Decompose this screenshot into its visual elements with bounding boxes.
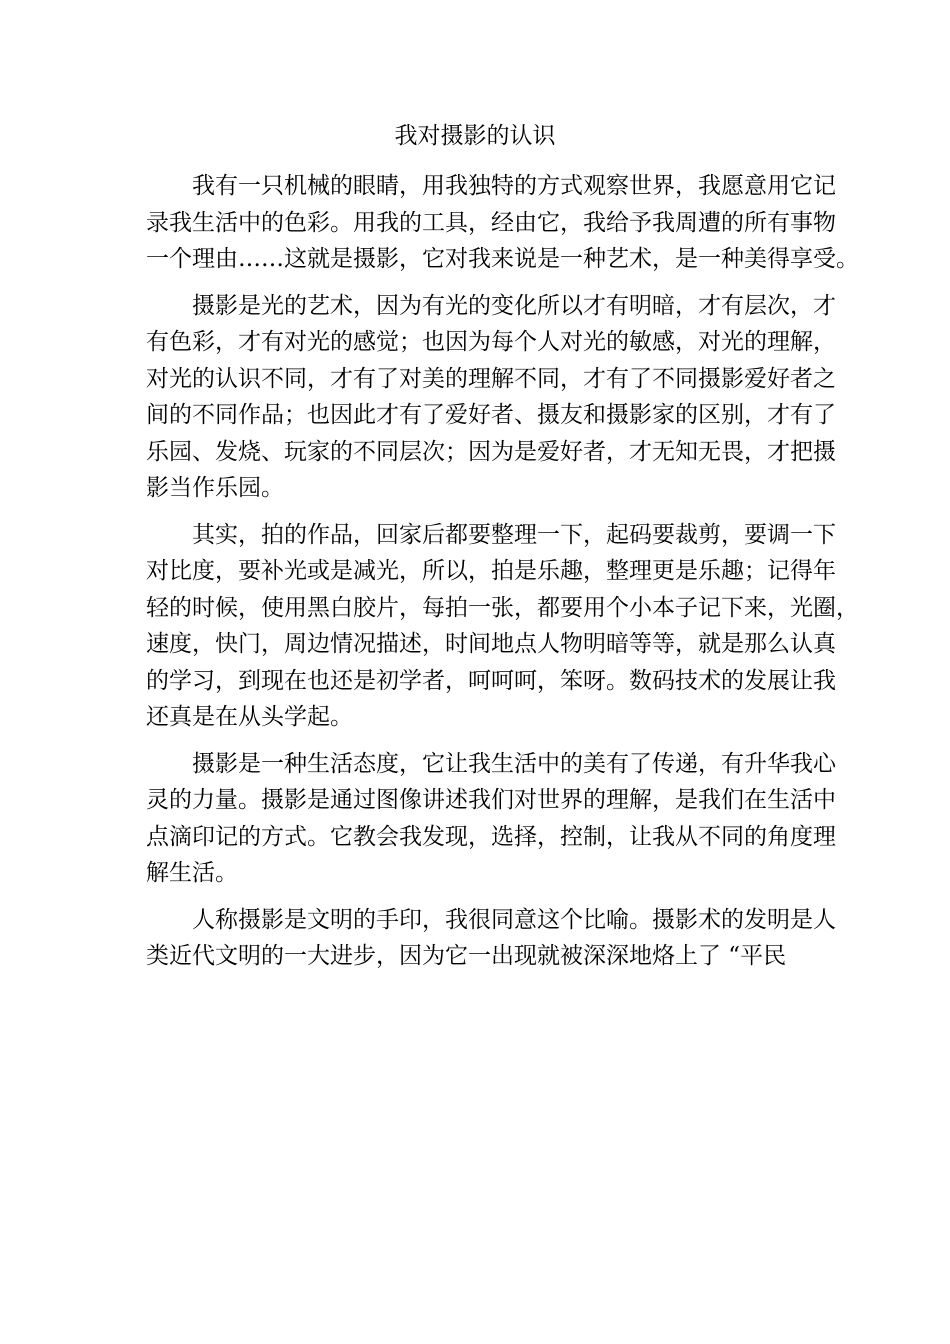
paragraph-line: 还真是在从头学起。 (146, 704, 353, 730)
paragraph-line: 对比度，要补光或是减光，所以，拍是乐趣，整理更是乐趣；记得年 (146, 558, 836, 584)
paragraph (146, 288, 836, 507)
paragraph-line: 对光的认识不同，才有了对美的理解不同，才有了不同摄影爱好者之 (146, 365, 836, 392)
paragraph-line: 一个理由……这就是摄影，它对我来说是一种艺术，是一种美得享受。 (146, 246, 859, 272)
paragraph (146, 168, 859, 278)
paragraph-line: 轻的时候，使用黑白胶片，每拍一张，都要用个小本子记下来，光圈， (146, 594, 859, 621)
paragraph-line: 摄影是一种生活态度，它让我生活中的美有了传递，有升华我心 (192, 750, 836, 777)
paragraph-line: 我有一只机械的眼睛，用我独特的方式观察世界，我愿意用它记 (192, 173, 836, 199)
page-title: 我对摄影的认识 (394, 123, 556, 149)
paragraph-line: 灵的力量。摄影是通过图像讲述我们对世界的理解，是我们在生活中 (146, 787, 836, 813)
paragraph-line: 录我生活中的色彩。用我的工具，经由它，我给予我周遭的所有事物 (146, 209, 836, 236)
paragraph-line: 解生活。 (146, 860, 238, 886)
document-body (146, 168, 859, 975)
paragraph-line: 影当作乐园。 (146, 475, 284, 501)
paragraph-line: 有色彩，才有对光的感觉；也因为每个人对光的敏感，对光的理解， (146, 329, 836, 355)
paragraph (146, 517, 859, 736)
paragraph-line: 点滴印记的方式。它教会我发现，选择，控制，让我从不同的角度理 (146, 823, 836, 850)
paragraph-line: 速度，快门，周边情况描述，时间地点人物明暗等等，就是那么认真 (146, 631, 836, 657)
paragraph-line: 摄影是光的艺术，因为有光的变化所以才有明暗，才有层次，才 (192, 292, 836, 319)
paragraph-line: 其实，拍的作品，回家后都要整理一下，起码要裁剪，要调一下 (192, 521, 836, 548)
paragraph-line: 类近代文明的一大进步，因为它一出现就被深深地烙上了 “平民 (146, 943, 787, 969)
paragraph-line: 乐园、发烧、玩家的不同层次；因为是爱好者，才无知无畏，才把摄 (146, 438, 836, 465)
paragraph (146, 902, 836, 975)
paragraph-line: 的学习，到现在也还是初学者，呵呵呵，笨呀。数码技术的发展让我 (146, 667, 836, 694)
paragraph (146, 746, 836, 892)
paragraph-line: 间的不同作品；也因此才有了爱好者、摄友和摄影家的区别，才有了 (146, 402, 836, 428)
paragraph-line: 人称摄影是文明的手印，我很同意这个比喻。摄影术的发明是人 (192, 906, 836, 933)
